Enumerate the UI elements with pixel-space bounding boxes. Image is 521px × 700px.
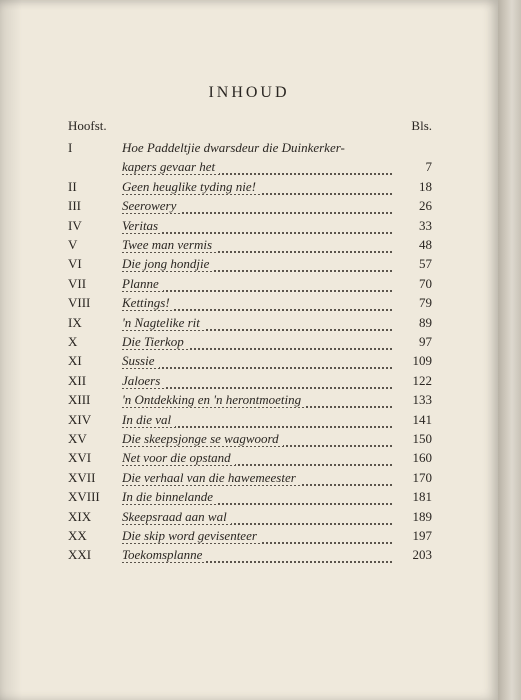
page-number: 33 (419, 217, 432, 233)
chapter-title: In die val (122, 412, 175, 427)
chapter-number: V (68, 237, 78, 252)
chapter-title-wrap (122, 276, 392, 292)
page-number: 48 (419, 237, 432, 252)
chapter-title-wrap (122, 547, 392, 563)
toc-entry (68, 179, 432, 198)
page-number: 150 (412, 431, 432, 446)
chapter-title: Jaloers (122, 373, 164, 388)
chapter-title: Twee man vermis (122, 237, 216, 252)
chapter-number: XXI (68, 547, 92, 563)
chapter-number: IX (68, 314, 82, 330)
page-number: 7 (425, 159, 432, 175)
toc-entry (68, 489, 432, 508)
toc-entry (68, 412, 432, 431)
page-number: 109 (412, 353, 432, 369)
chapter-title: 'n Ontdekking en 'n herontmoeting (122, 392, 305, 407)
toc-entry (68, 256, 432, 275)
page-number: 189 (412, 508, 432, 524)
chapter-title: Geen heuglike tyding nie! (122, 179, 260, 194)
chapter-number: XI (68, 353, 82, 369)
chapter-number: IV (68, 217, 82, 233)
page-number: 197 (412, 528, 432, 543)
chapter-title: In die binnelande (122, 489, 217, 504)
chapter-title-wrap (122, 159, 392, 175)
page-number: 141 (412, 411, 432, 427)
page-number: 57 (419, 256, 432, 272)
chapter-number: X (68, 334, 78, 349)
chapter-title: Kettings! (122, 295, 174, 310)
chapter-title-wrap (122, 509, 392, 525)
chapter-number: XVII (68, 469, 96, 485)
chapter-title-wrap (122, 470, 392, 486)
chapter-number: VIII (68, 295, 91, 311)
chapter-title-wrap (122, 295, 392, 311)
toc-entry (68, 218, 432, 237)
toc-entry (68, 334, 432, 353)
page-number: 133 (412, 392, 432, 408)
page-column-header: Bls. (411, 118, 432, 133)
chapter-title: Planne (122, 276, 163, 291)
chapter-number: XIV (68, 411, 92, 427)
page-number: 26 (419, 198, 432, 214)
spine-shadow (0, 0, 22, 700)
chapter-title-wrap (122, 179, 392, 195)
chapter-title: 'n Nagtelike rit (122, 315, 204, 330)
toc-entry (68, 470, 432, 489)
page-number: 203 (412, 547, 432, 563)
toc-entry (68, 509, 432, 528)
toc-entry (68, 140, 432, 179)
toc-entry (68, 237, 432, 256)
chapter-title: Sussie (122, 353, 159, 368)
toc-entry (68, 353, 432, 372)
chapter-title-wrap (122, 431, 392, 447)
toc-entry (68, 373, 432, 392)
chapter-title-wrap (122, 256, 392, 272)
chapter-title: Die jong hondjie (122, 256, 213, 271)
toc-entry (68, 392, 432, 411)
chapter-number: VII (68, 275, 87, 291)
chapter-title: Skeepsraad aan wal (122, 509, 231, 524)
chapter-title-wrap (122, 140, 392, 156)
chapter-title-wrap (122, 334, 392, 350)
chapter-title-wrap (122, 392, 392, 408)
chapter-title-wrap (122, 373, 392, 389)
toc-entry (68, 450, 432, 469)
chapter-number: XX (68, 528, 87, 543)
page-number: 79 (419, 295, 432, 311)
chapter-title-continuation: kapers gevaar het (122, 159, 219, 174)
chapter-title-wrap (122, 218, 392, 234)
page-number: 170 (412, 469, 432, 485)
dot-leader (122, 353, 392, 369)
chapter-title: Veritas (122, 218, 162, 233)
page-number: 18 (419, 178, 432, 194)
chapter-number: II (68, 178, 77, 194)
chapter-number: VI (68, 256, 82, 272)
chapter-number: XIX (68, 508, 92, 524)
page-number: 89 (419, 314, 432, 330)
chapter-title: Net voor die opstand (122, 450, 235, 465)
chapter-title: Die skeepsjonge se wagwoord (122, 431, 283, 446)
chapter-number: XVIII (68, 489, 100, 505)
page-number: 97 (419, 334, 432, 349)
toc-entry (68, 295, 432, 314)
toc-entry (68, 547, 432, 566)
chapter-number: XII (68, 372, 87, 388)
chapter-title: Die skip word gevisenteer (122, 528, 261, 543)
toc-entry (68, 315, 432, 334)
chapter-title-wrap (122, 528, 392, 544)
toc-entry (68, 276, 432, 295)
page-number: 70 (419, 275, 432, 291)
toc-entry (68, 198, 432, 217)
chapter-title-wrap (122, 315, 392, 331)
page-number: 160 (412, 450, 432, 466)
chapter-title-wrap (122, 489, 392, 505)
chapter-number: III (68, 198, 81, 214)
chapter-title: Die verhaal van die hawemeester (122, 470, 300, 485)
chapter-title: Hoe Paddeltjie dwarsdeur die Duinkerker- (122, 140, 349, 155)
chapter-title-wrap (122, 237, 392, 253)
chapter-number: XVI (68, 450, 92, 466)
chapter-title-wrap (122, 353, 392, 369)
page-number: 122 (412, 372, 432, 388)
chapter-title-wrap (122, 450, 392, 466)
dot-leader (122, 218, 392, 234)
chapter-number: XIII (68, 392, 91, 408)
chapter-title: Seerowery (122, 198, 180, 213)
column-headers (68, 118, 432, 136)
chapter-title-wrap (122, 412, 392, 428)
page-title: INHOUD (208, 84, 290, 101)
chapter-title-wrap (122, 198, 392, 214)
chapter-title: Die Tierkop (122, 334, 188, 349)
page-edge (498, 0, 521, 700)
page-number: 181 (412, 489, 432, 505)
chapter-title: Toekomsplanne (122, 547, 206, 562)
toc-entry (68, 528, 432, 547)
chapter-number: XV (68, 431, 87, 446)
chapter-number: I (68, 140, 73, 155)
toc-entry (68, 431, 432, 450)
chapter-column-header: Hoofst. (68, 118, 107, 133)
